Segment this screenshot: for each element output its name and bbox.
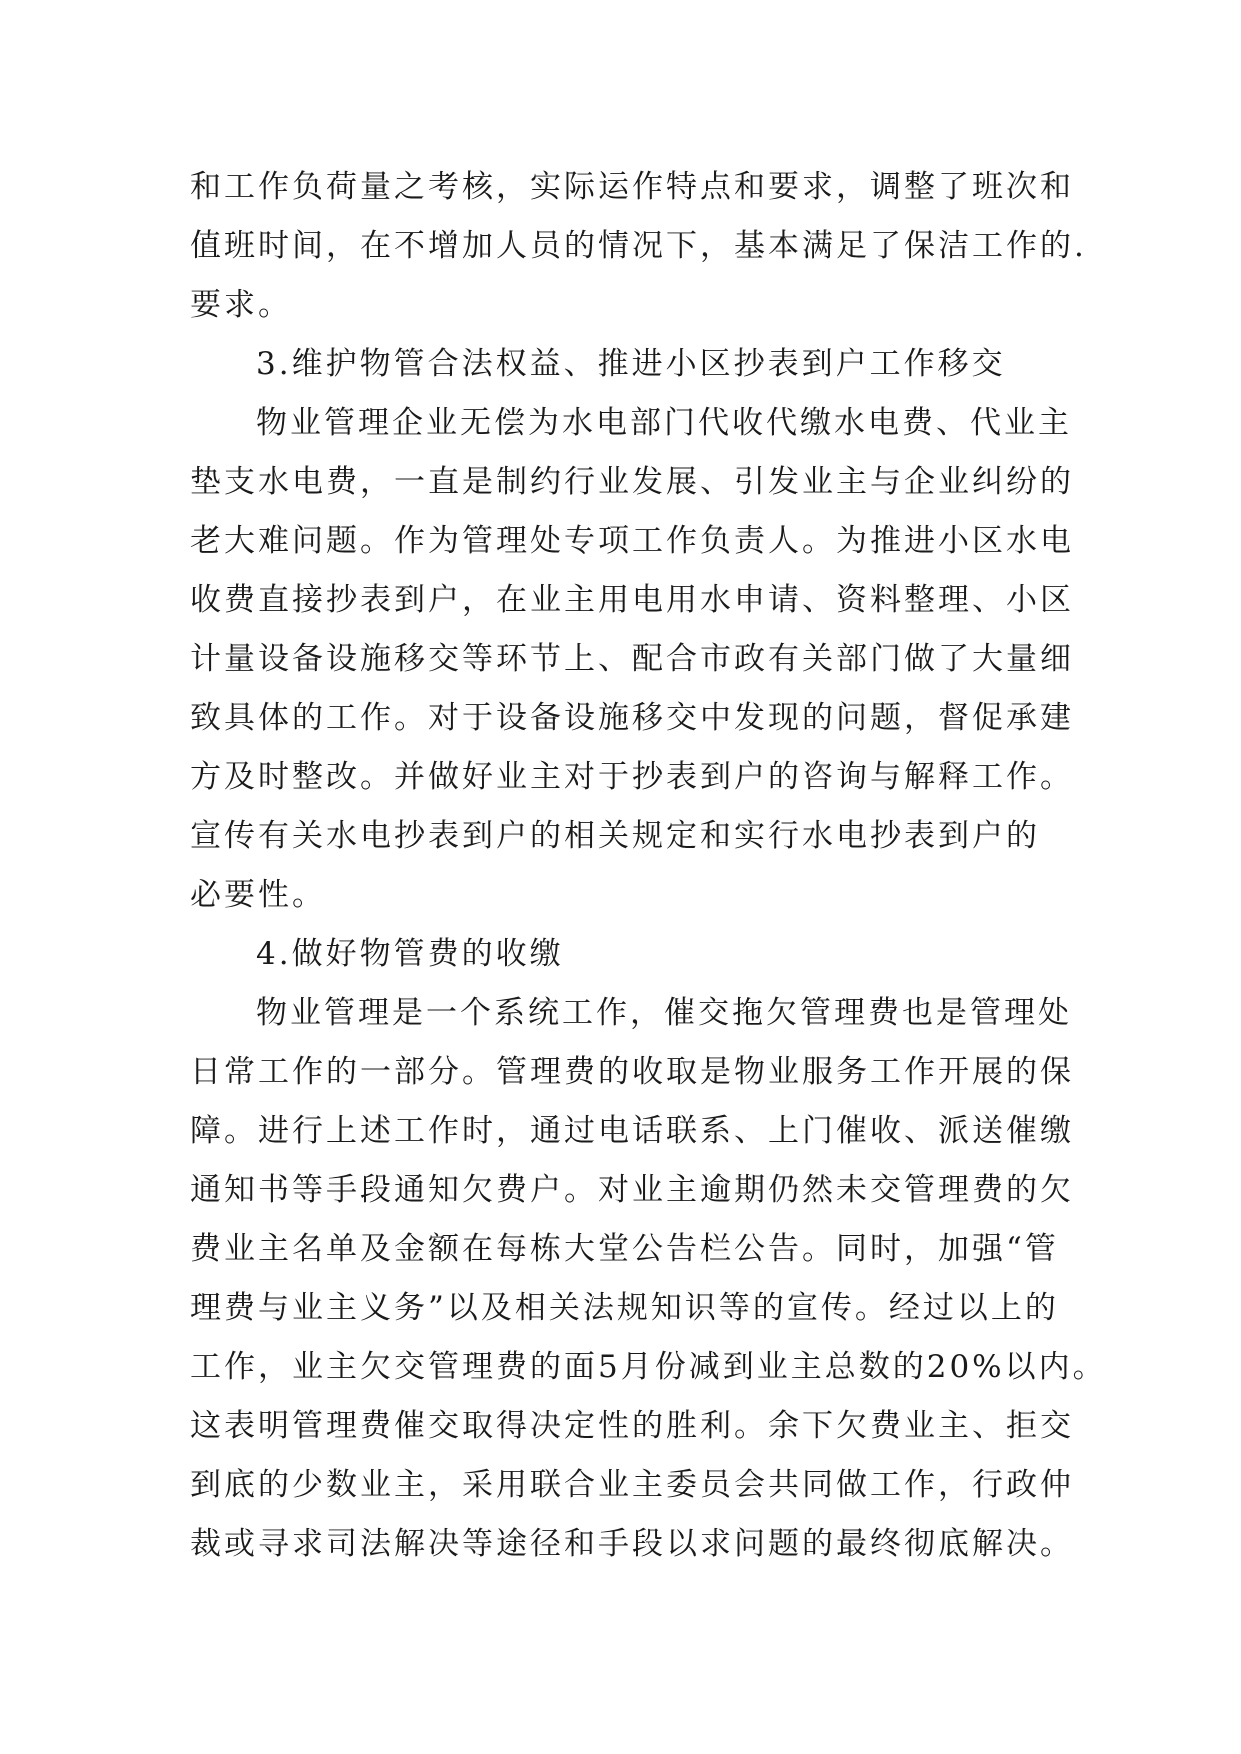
- text-line: 日常工作的一部分。管理费的收取是物业服务工作开展的保: [190, 1054, 1074, 1090]
- text-line: 宣传有关水电抄表到户的相关规定和实行水电抄表到户的: [190, 818, 1040, 854]
- text-line: 方及时整改。并做好业主对于抄表到户的咨询与解释工作。: [190, 759, 1074, 795]
- text-line: 这表明管理费催交取得决定性的胜利。余下欠费业主、拒交: [190, 1408, 1074, 1444]
- text-line: 裁或寻求司法解决等途径和手段以求问题的最终彻底解决。: [190, 1526, 1074, 1562]
- text-line: 计量设备设施移交等环节上、配合市政有关部门做了大量细: [190, 641, 1074, 677]
- text-line: 致具体的工作。对于设备设施移交中发现的问题，督促承建: [190, 700, 1074, 736]
- text-line: 物业管理企业无偿为水电部门代收代缴水电费、代业主: [256, 405, 1072, 441]
- text-line: 费业主名单及金额在每栋大堂公告栏公告。同时，加强“管: [190, 1231, 1059, 1267]
- text-line: 值班时间，在不增加人员的情况下，基本满足了保洁工作的.: [190, 228, 1087, 264]
- text-line: 物业管理是一个系统工作，催交拖欠管理费也是管理处: [256, 995, 1072, 1031]
- text-line: 工作，业主欠交管理费的面5月份减到业主总数的20%以内。: [190, 1349, 1107, 1385]
- section-heading: 3.维护物管合法权益、推进小区抄表到户工作移交: [256, 346, 1006, 382]
- text-line: 障。进行上述工作时，通过电话联系、上门催收、派送催缴: [190, 1113, 1074, 1149]
- text-line: 理费与业主义务”以及相关法规知识等的宣传。经过以上的: [190, 1290, 1059, 1326]
- text-line: 要求。: [190, 287, 292, 323]
- section-heading: 4.做好物管费的收缴: [256, 936, 564, 972]
- text-line: 老大难问题。作为管理处专项工作负责人。为推进小区水电: [190, 523, 1074, 559]
- text-line: 必要性。: [190, 877, 326, 913]
- text-line: 垫支水电费，一直是制约行业发展、引发业主与企业纠纷的: [190, 464, 1074, 500]
- text-line: 通知书等手段通知欠费户。对业主逾期仍然未交管理费的欠: [190, 1172, 1074, 1208]
- text-line: 收费直接抄表到户，在业主用电用水申请、资料整理、小区: [190, 582, 1074, 618]
- text-line: 和工作负荷量之考核，实际运作特点和要求，调整了班次和: [190, 169, 1074, 205]
- document-body: [190, 158, 1107, 1574]
- text-line: 到底的少数业主，采用联合业主委员会共同做工作，行政仲: [190, 1467, 1074, 1503]
